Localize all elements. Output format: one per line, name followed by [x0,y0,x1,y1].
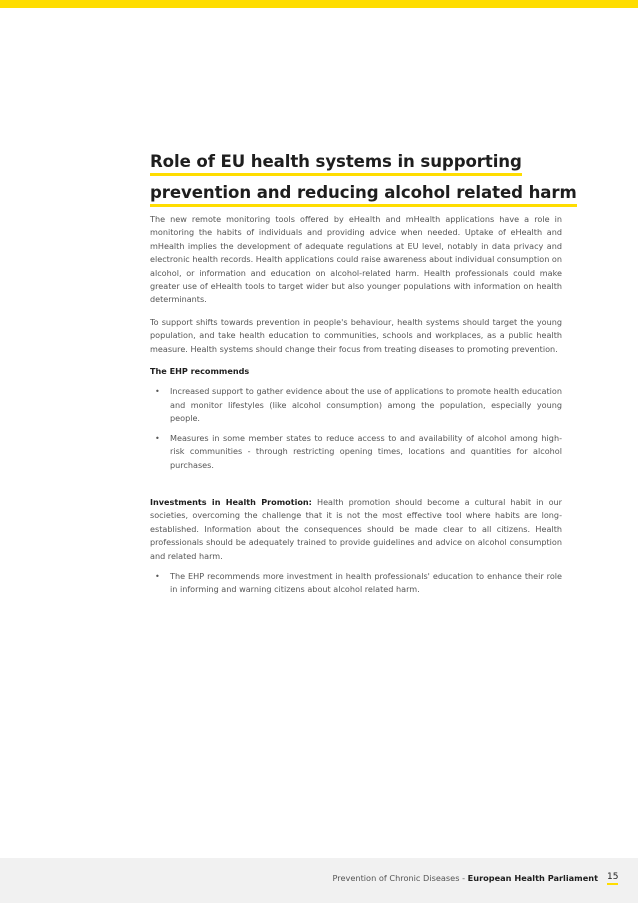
list-item [150,432,562,472]
bullet-icon: • [155,570,160,581]
list-item [150,385,562,425]
paragraph-investments [150,496,562,563]
list-item-text: The EHP recommends more investment in health professionals' education to enhance their role in informing and warning citizens about alcohol related harm. [170,570,562,595]
page-title [150,151,577,213]
paragraph-prevention: To support shifts towards prevention in people's behaviour, health systems should target the young population, and take health education to communities, schools and workplaces, as a public health measure. Health systems should change their focus from treating diseases to promoting prevention. [150,316,562,354]
top-accent-bar [0,0,638,8]
footer-organization: European Health Parliament [467,873,598,883]
recommends-heading: The EHP recommends [150,366,250,377]
page-number: 15 [607,871,618,885]
title-line-2: prevention and reducing alcohol related harm [150,182,577,207]
title-line-1: Role of EU health systems in supporting [150,151,522,176]
body-content [150,213,562,603]
recommends-list [150,385,562,471]
footer-doc-title [332,873,598,883]
investments-heading: Investments in Health Promotion: [150,496,312,507]
paragraph-ehealth: The new remote monitoring tools offered by eHealth and mHealth applications have a role in monitoring the habits of individuals and providing advice when needed. Uptake of eHealth and mHealth implies the development of adequate regulations at EU level, notably in data privacy and electronic health records. Health applications could raise awareness about individual consumption on alcohol, or information and education on alcohol-related harm. Health professionals could make greater use of eHealth tools to target wider but also younger populations with information on health determinants. [150,214,562,305]
list-item [150,570,562,597]
investments-text: Health promotion should become a cultural habit in our societies, overcoming the challenge that it is not the most effective tool where habits are long-established. Information about the consequences should be made clear to all citizens. Health professionals should be adequately trained to provide guidelines and advice on alcohol consumption and related harm. [150,496,562,561]
bullet-icon: • [155,432,160,443]
list-item-text: Measures in some member states to reduce access to and availability of alcohol among high-risk communities - through restricting opening times, locations and quantities for alcohol purchases. [170,432,562,470]
footer-title-text: Prevention of Chronic Diseases - [332,873,468,883]
bullet-icon: • [155,386,160,397]
list-item-text: Increased support to gather evidence about the use of applications to promote health education and monitor lifestyles (like alcohol consumption) among the population, especially young people. [170,386,562,424]
investments-list [150,570,562,597]
